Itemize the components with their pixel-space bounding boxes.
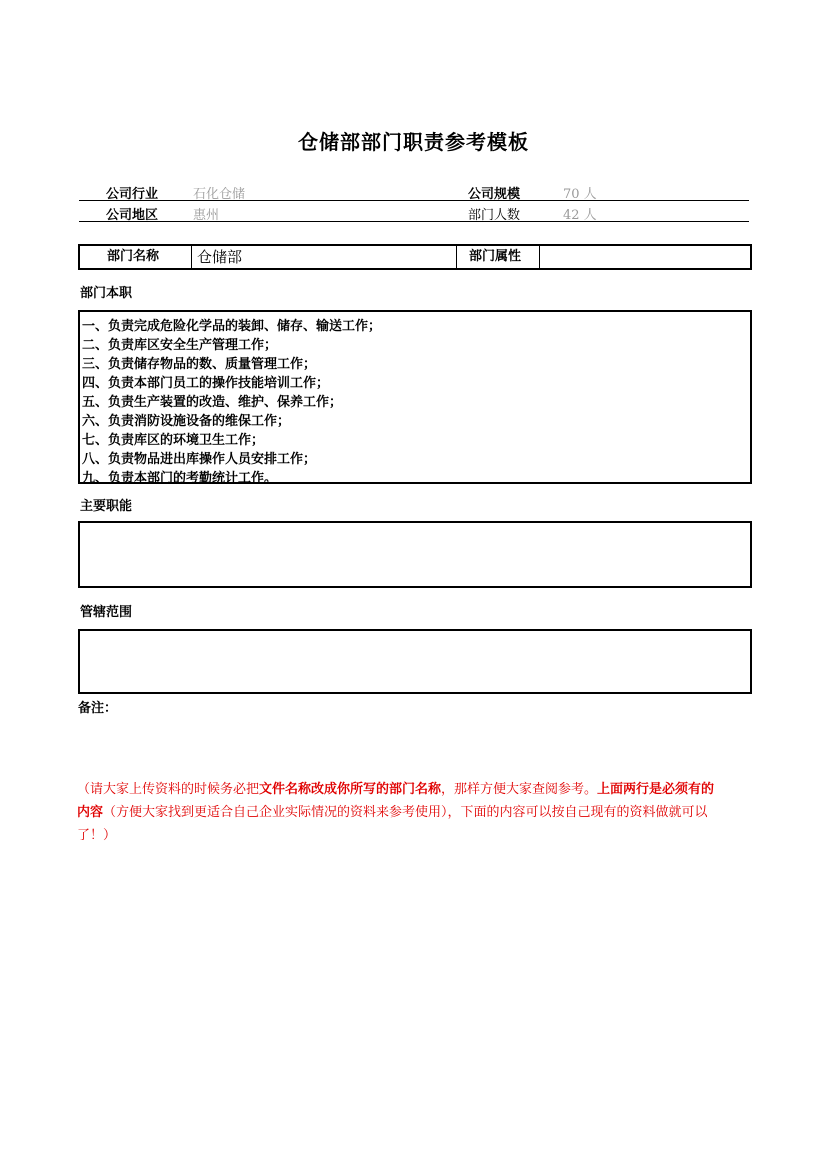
scale-value[interactable]: 70 人 [563,187,597,202]
duty-item: 四、负责本部门员工的操作技能培训工作； [82,376,330,391]
duty-item: 二、负责库区安全生产管理工作； [82,338,278,353]
notice-part: （方便大家找到更适合自己企业实际情况的资料来参考使用），下面的内容可以按自己现有的资料做就可以了！） [77,805,708,843]
info-row-region [79,202,749,222]
industry-label: 公司行业 [106,187,159,202]
divider [79,221,749,222]
dept-name-label: 部门名称 [107,249,160,264]
divider [539,246,540,268]
functions-box[interactable] [78,521,752,588]
duties-box[interactable] [78,310,752,484]
divider [191,246,192,268]
info-row-industry [79,181,749,201]
department-box [78,244,752,270]
divider [79,200,749,201]
duty-item: 六、负责消防设施设备的维保工作； [82,414,291,429]
functions-label: 主要职能 [80,499,133,514]
industry-value[interactable]: 石化仓储 [193,187,246,202]
divider [456,246,457,268]
notice-part: ，那样方便大家查阅参考。 [441,782,598,797]
notice-emphasis: 上面两行是必须有的内容 [77,782,715,820]
headcount-value[interactable]: 42 人 [563,208,597,223]
region-label: 公司地区 [106,208,159,223]
duty-item: 三、负责储存物品的数、质量管理工作； [82,357,317,372]
duty-item: 一、负责完成危险化学品的装卸、储存、输送工作； [82,319,382,334]
duty-item: 七、负责库区的环境卫生工作； [82,433,265,448]
headcount-label: 部门人数 [468,208,521,223]
page-title: 仓储部部门职责参考模板 [298,130,529,154]
dept-name-value[interactable]: 仓储部 [197,248,243,266]
duty-item: 八、负责物品进出库操作人员安排工作； [82,452,317,467]
dept-attr-label: 部门属性 [469,249,522,264]
duty-item: 五、负责生产装置的改造、维护、保养工作； [82,395,343,410]
duties-label: 部门本职 [80,286,133,301]
scope-label: 管辖范围 [80,605,133,620]
scale-label: 公司规模 [468,187,521,202]
duty-item: 九、负责本部门的考勤统计工作。 [82,471,278,486]
notice-part: （请大家上传资料的时候务必把 [77,782,260,797]
notice-text [77,778,717,847]
scope-box[interactable] [78,629,752,694]
remarks-label: 备注： [78,701,118,716]
region-value[interactable]: 惠州 [193,208,220,223]
notice-emphasis: 文件名称改成你所写的部门名称 [259,782,442,797]
